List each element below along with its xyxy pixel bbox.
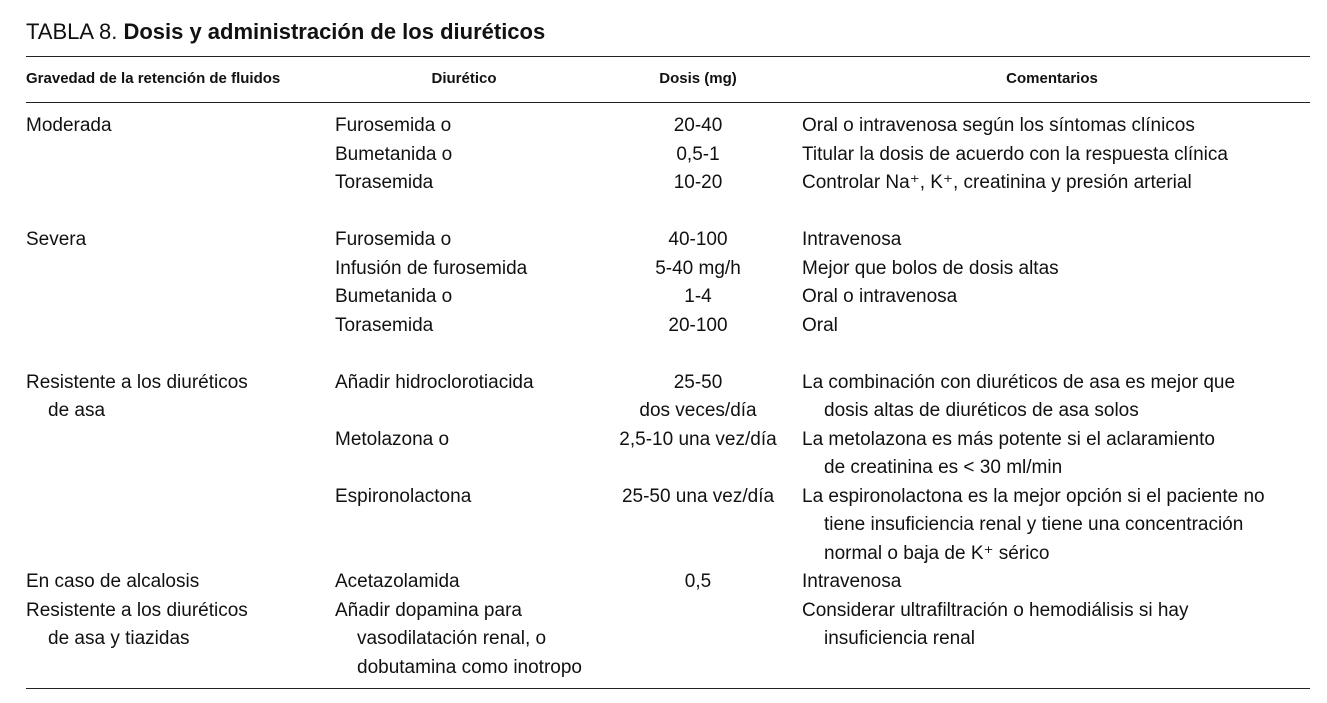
cell-comentarios-line: de creatinina es < 30 ml/min bbox=[824, 457, 1063, 478]
cell-gravedad bbox=[26, 597, 248, 654]
cell-dosis bbox=[598, 169, 798, 198]
cell-comentarios-line: dosis altas de diuréticos de asa solos bbox=[824, 400, 1139, 421]
cell-dosis-line: 0,5 bbox=[684, 571, 712, 592]
cell-comentarios-line: Intravenosa bbox=[802, 229, 902, 250]
header-diuretico: Diurético bbox=[431, 70, 497, 87]
cell-diuretico-line: Metolazona o bbox=[335, 428, 450, 450]
cell-comentarios-line: Oral bbox=[802, 314, 838, 336]
cell-diuretico bbox=[335, 568, 460, 597]
cell-gravedad bbox=[26, 369, 248, 426]
cell-gravedad-line: Resistente a los diuréticos bbox=[26, 371, 248, 393]
cell-dosis-line: 0,5-1 bbox=[676, 143, 720, 165]
cell-diuretico-line: Bumetanida o bbox=[335, 143, 453, 165]
cell-diuretico-line: Añadir dopamina para bbox=[335, 599, 522, 621]
cell-diuretico-line: Acetazolamida bbox=[335, 571, 460, 592]
cell-dosis-line: 25-50 bbox=[673, 371, 723, 393]
cell-dosis-line: 20-100 bbox=[668, 314, 728, 336]
cell-gravedad bbox=[26, 568, 199, 597]
table-title-text: Dosis y administración de los diuréticos bbox=[123, 19, 546, 44]
cell-comentarios-line: Controlar Na⁺, K⁺, creatinina y presión arterial bbox=[802, 172, 1192, 193]
cell-diuretico bbox=[335, 255, 527, 284]
cell-diuretico-line: Espironolactona bbox=[335, 485, 472, 507]
cell-dosis-line: 1-4 bbox=[684, 286, 712, 307]
cell-dosis bbox=[598, 483, 798, 512]
cell-diuretico bbox=[335, 141, 452, 170]
cell-dosis bbox=[598, 112, 798, 141]
table-title-label: TABLA 8. bbox=[26, 19, 118, 44]
cell-comentarios bbox=[802, 112, 1195, 141]
cell-comentarios bbox=[802, 426, 1215, 483]
cell-gravedad-line: de asa y tiazidas bbox=[48, 628, 190, 649]
cell-comentarios bbox=[802, 283, 957, 312]
cell-comentarios bbox=[802, 255, 1059, 284]
cell-comentarios-line: Mejor que bolos de dosis altas bbox=[802, 257, 1059, 279]
cell-comentarios-line: La espironolactona es la mejor opción si el paciente no bbox=[802, 485, 1265, 507]
cell-diuretico bbox=[335, 312, 433, 341]
cell-diuretico-line: Torasemida bbox=[335, 172, 434, 193]
cell-gravedad-line: Severa bbox=[26, 229, 87, 250]
cell-diuretico-line: Infusión de furosemida bbox=[335, 257, 528, 279]
cell-dosis-line: 20-40 bbox=[673, 115, 723, 136]
cell-comentarios bbox=[802, 568, 901, 597]
cell-diuretico-line: dobutamina como inotropo bbox=[357, 656, 582, 678]
bottom-rule bbox=[26, 688, 1310, 689]
top-rule bbox=[26, 56, 1310, 57]
cell-dosis bbox=[598, 255, 798, 284]
cell-dosis-line: 40-100 bbox=[668, 229, 728, 250]
cell-diuretico bbox=[335, 112, 451, 141]
cell-dosis-line: dos veces/día bbox=[639, 400, 757, 421]
header-rule bbox=[26, 102, 1310, 103]
cell-comentarios-line: Considerar ultrafiltración o hemodiálisis si hay bbox=[802, 599, 1189, 621]
cell-dosis bbox=[598, 226, 798, 255]
cell-comentarios bbox=[802, 483, 1265, 569]
cell-diuretico bbox=[335, 369, 534, 398]
cell-dosis bbox=[598, 568, 798, 597]
cell-comentarios-line: Oral o intravenosa bbox=[802, 286, 958, 307]
cell-diuretico bbox=[335, 283, 452, 312]
cell-comentarios bbox=[802, 369, 1235, 426]
cell-diuretico bbox=[335, 426, 449, 455]
cell-dosis bbox=[598, 312, 798, 341]
cell-dosis-line: 2,5-10 una vez/día bbox=[619, 428, 777, 450]
cell-gravedad bbox=[26, 112, 112, 141]
cell-diuretico bbox=[335, 169, 433, 198]
cell-comentarios bbox=[802, 597, 1189, 654]
cell-comentarios-line: Oral o intravenosa según los síntomas clínicos bbox=[802, 115, 1195, 136]
cell-comentarios-line: Intravenosa bbox=[802, 571, 902, 592]
cell-dosis bbox=[598, 141, 798, 170]
cell-dosis-line: 25-50 una vez/día bbox=[621, 485, 775, 507]
cell-dosis-line: 10-20 bbox=[673, 172, 723, 193]
cell-comentarios-line: Titular la dosis de acuerdo con la respuesta clínica bbox=[802, 143, 1228, 165]
cell-diuretico-line: Añadir hidroclorotiacida bbox=[335, 371, 534, 393]
cell-dosis bbox=[598, 283, 798, 312]
header-gravedad: Gravedad de la retención de fluidos bbox=[26, 70, 281, 87]
table-title bbox=[26, 18, 545, 46]
cell-comentarios bbox=[802, 169, 1192, 198]
cell-comentarios-line: normal o baja de K⁺ sérico bbox=[824, 542, 1050, 564]
cell-diuretico-line: Furosemida o bbox=[335, 115, 452, 136]
cell-diuretico-line: vasodilatación renal, o bbox=[357, 628, 547, 649]
cell-comentarios-line: tiene insuficiencia renal y tiene una concentración bbox=[824, 514, 1244, 535]
cell-comentarios-line: La combinación con diuréticos de asa es mejor que bbox=[802, 371, 1236, 393]
cell-dosis-line: 5-40 mg/h bbox=[655, 257, 741, 279]
cell-gravedad-line: Moderada bbox=[26, 115, 112, 136]
cell-dosis bbox=[598, 426, 798, 455]
cell-gravedad-line: de asa bbox=[48, 400, 106, 421]
cell-gravedad-line: En caso de alcalosis bbox=[26, 571, 200, 592]
cell-comentarios bbox=[802, 312, 838, 341]
header-dosis: Dosis (mg) bbox=[659, 70, 737, 87]
cell-diuretico-line: Furosemida o bbox=[335, 229, 452, 250]
cell-comentarios bbox=[802, 226, 901, 255]
cell-diuretico bbox=[335, 226, 451, 255]
header-comentarios: Comentarios bbox=[1006, 70, 1098, 87]
cell-diuretico bbox=[335, 597, 582, 683]
cell-gravedad bbox=[26, 226, 86, 255]
cell-diuretico-line: Torasemida bbox=[335, 314, 434, 336]
cell-diuretico bbox=[335, 483, 471, 512]
cell-comentarios-line: insuficiencia renal bbox=[824, 628, 976, 649]
cell-dosis bbox=[598, 369, 798, 426]
cell-comentarios-line: La metolazona es más potente si el aclaramiento bbox=[802, 428, 1215, 450]
cell-diuretico-line: Bumetanida o bbox=[335, 286, 453, 307]
cell-comentarios bbox=[802, 141, 1228, 170]
cell-gravedad-line: Resistente a los diuréticos bbox=[26, 599, 248, 621]
